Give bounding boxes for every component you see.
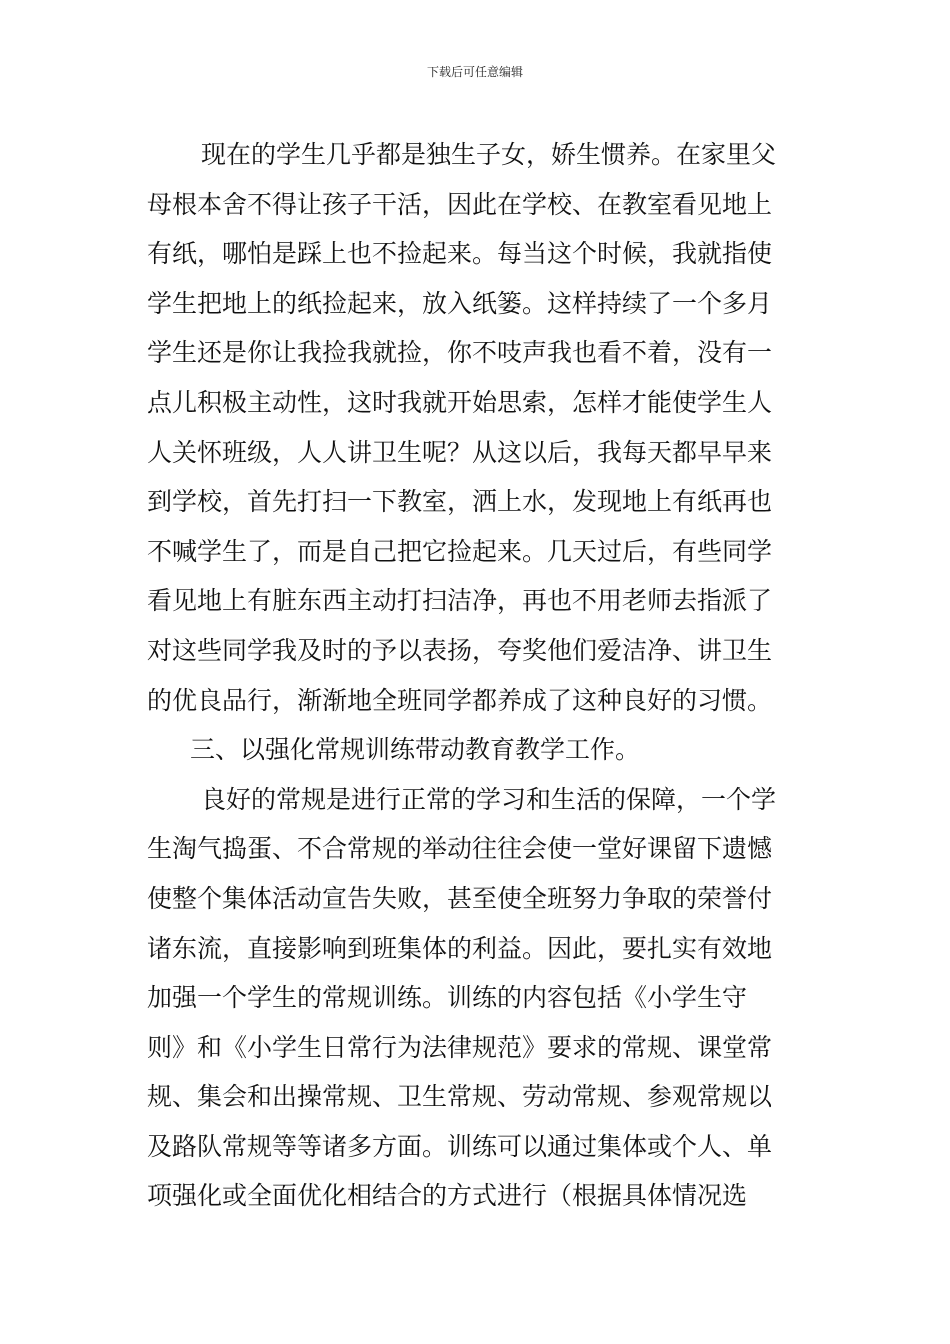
- paragraph-line: 学生还是你让我捡我就捡，你不吱声我也看不着，没有一: [147, 338, 773, 368]
- paragraph-line: 到学校，首先打扫一下教室，洒上水，发现地上有纸再也: [147, 487, 773, 517]
- page-header: 下载后可任意编辑: [426, 65, 523, 79]
- paragraph-line: 现在的学生几乎都是独生子女，娇生惯养。在家里父: [201, 140, 777, 169]
- paragraph-line: 生淘气捣蛋、不合常规的举动往往会使一堂好课留下遗憾: [147, 834, 773, 864]
- paragraph-line: 母根本舍不得让孩子干活，因此在学校、在教室看见地上: [147, 189, 773, 219]
- paragraph-line: 使整个集体活动宣告失败，甚至使全班努力争取的荣誉付: [147, 883, 773, 913]
- document-body: [147, 130, 807, 1221]
- paragraph-line: 有纸，哪怕是踩上也不捡起来。每当这个时候，我就指使: [147, 239, 773, 269]
- paragraph-line: 则》和《小学生日常行为法律规范》要求的常规、课堂常: [147, 1032, 773, 1062]
- paragraph-line: 加强一个学生的常规训练。训练的内容包括《小学生守: [147, 983, 748, 1013]
- paragraph-line: 学生把地上的纸捡起来，放入纸篓。这样持续了一个多月: [147, 288, 773, 318]
- paragraph-line: 规、集会和出操常规、卫生常规、劳动常规、参观常规以: [147, 1082, 773, 1112]
- paragraph-line: 良好的常规是进行正常的学习和生活的保障，一个学: [201, 784, 777, 814]
- paragraph-line: 的优良品行，渐渐地全班同学都养成了这种良好的习惯。: [147, 685, 773, 715]
- paragraph-line: 项强化或全面优化相结合的方式进行（根据具体情况选: [147, 1181, 748, 1211]
- paragraph-line: 及路队常规等等诸多方面。训练可以通过集体或个人、单: [147, 1131, 773, 1161]
- paragraph-line: 不喊学生了，而是自己把它捡起来。几天过后，有些同学: [147, 536, 773, 566]
- paragraph-line: 看见地上有脏东西主动打扫洁净，再也不用老师去指派了: [147, 586, 773, 616]
- paragraph-line: 对这些同学我及时的予以表扬，夸奖他们爱洁净、讲卫生: [147, 635, 773, 665]
- section-heading: 三、以强化常规训练带动教育教学工作。: [190, 735, 641, 765]
- paragraph-line: 诸东流，直接影响到班集体的利益。因此，要扎实有效地: [147, 933, 773, 963]
- paragraph-line: 点儿积极主动性，这时我就开始思索，怎样才能使学生人: [147, 387, 773, 417]
- paragraph-line: 人关怀班级，人人讲卫生呢？从这以后，我每天都早早来: [147, 437, 773, 467]
